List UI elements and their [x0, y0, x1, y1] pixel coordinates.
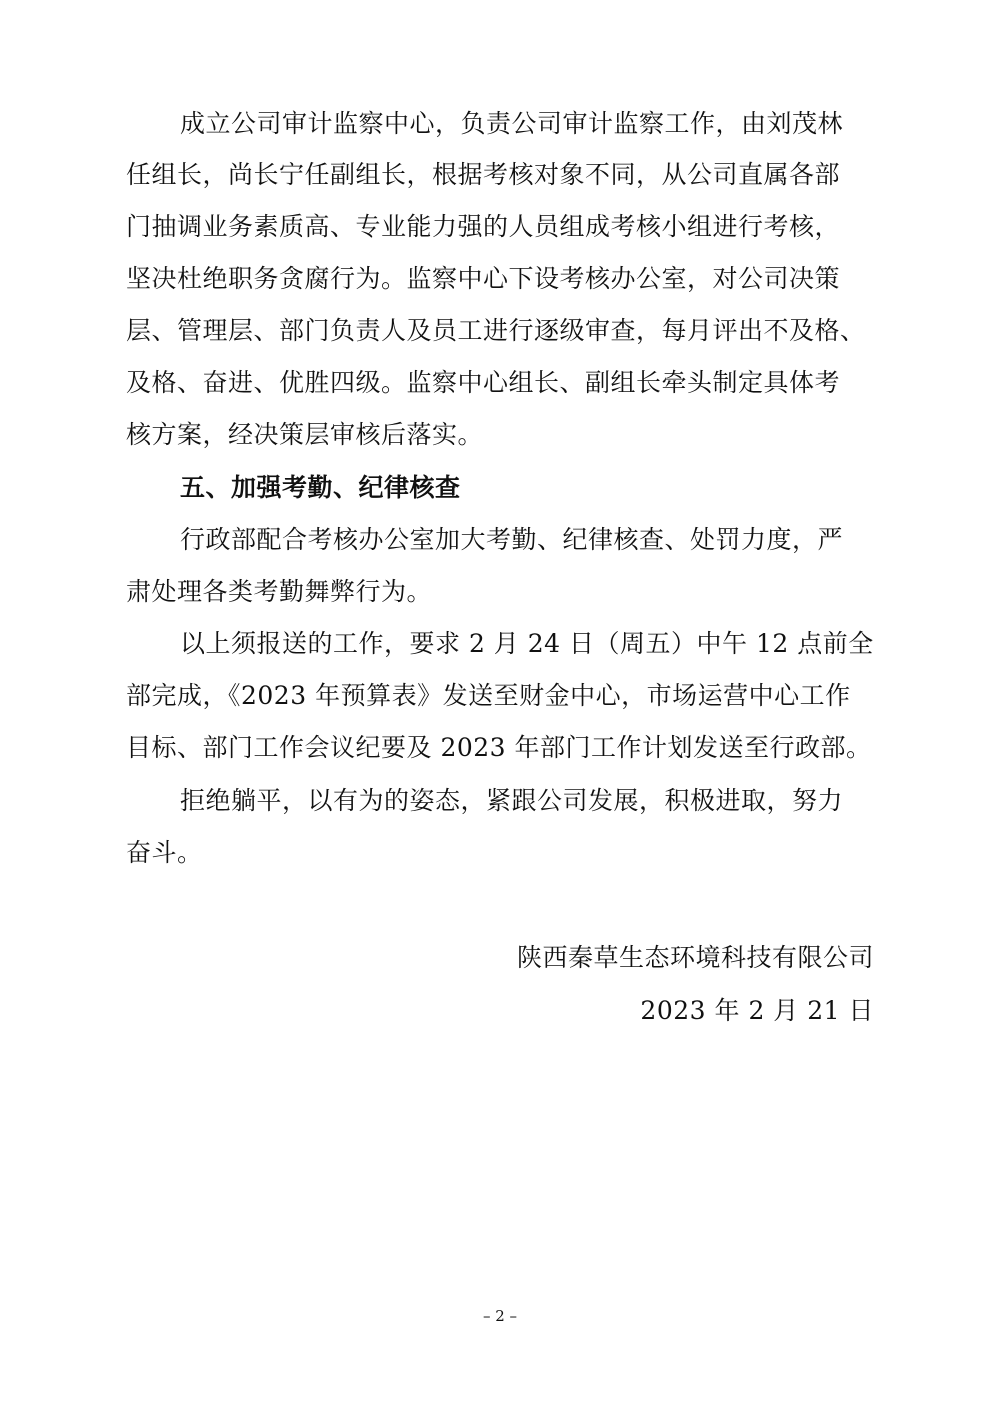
- paragraph-line: 以上须报送的工作，要求 2 月 24 日（周五）中午 12 点前全: [180, 629, 874, 658]
- page-number: – 2 –: [482, 1307, 518, 1325]
- paragraph-line: 部完成，《2023 年预算表》发送至财金中心，市场运营中心工作: [126, 681, 851, 710]
- section-heading: 五、加强考勤、纪律核查: [180, 473, 461, 502]
- paragraph-line: 奋斗。: [126, 838, 203, 867]
- paragraph-line: 及格、奋进、优胜四级。监察中心组长、副组长牵头制定具体考: [126, 368, 841, 397]
- paragraph-line: 门抽调业务素质高、专业能力强的人员组成考核小组进行考核，: [126, 212, 841, 241]
- signature-date: 2023 年 2 月 21 日: [640, 996, 874, 1025]
- signature-company: 陕西秦草生态环境科技有限公司: [516, 943, 874, 972]
- paragraph-line: 任组长，尚长宁任副组长，根据考核对象不同，从公司直属各部: [126, 160, 841, 189]
- paragraph-line: 行政部配合考核办公室加大考勤、纪律核查、处罚力度，严: [180, 525, 844, 554]
- paragraph-line: 目标、部门工作会议纪要及 2023 年部门工作计划发送至行政部。: [126, 733, 872, 762]
- paragraph-line: 坚决杜绝职务贪腐行为。监察中心下设考核办公室，对公司决策: [126, 264, 841, 293]
- paragraph-line: 拒绝躺平，以有为的姿态，紧跟公司发展，积极进取，努力: [180, 786, 844, 815]
- paragraph-line: 肃处理各类考勤舞弊行为。: [126, 577, 433, 606]
- paragraph-line: 成立公司审计监察中心，负责公司审计监察工作，由刘茂林: [180, 109, 844, 138]
- paragraph-line: 层、管理层、部门负责人及员工进行逐级审查，每月评出不及格、: [126, 316, 866, 345]
- paragraph-line: 核方案，经决策层审核后落实。: [126, 420, 484, 449]
